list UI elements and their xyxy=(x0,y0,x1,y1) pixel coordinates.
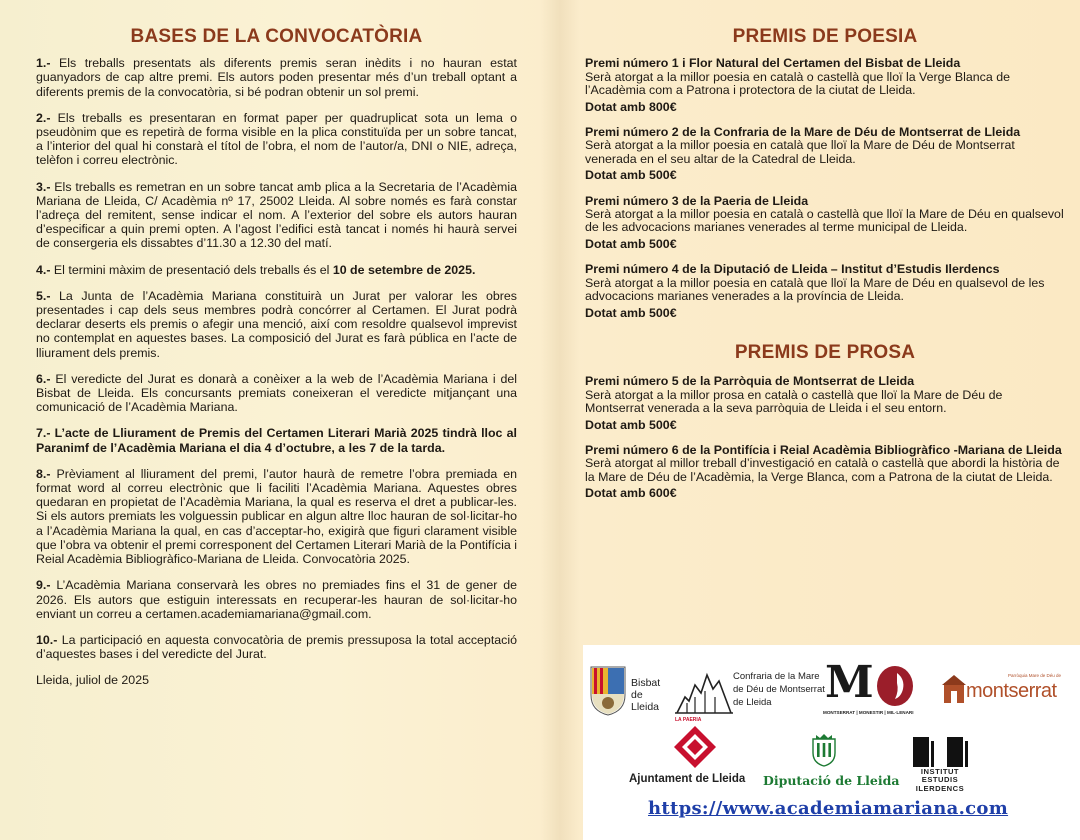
prize-description: Serà atorgat a la millor poesia en català o castellà que lloï la Mare de Déu en qualsevol de les advocacions marianes venerades al terme municipal de Lleida. xyxy=(585,207,1064,235)
diputacio-lleida-logo xyxy=(761,733,900,789)
bases-item-5: 5.- La Junta de l’Acadèmia Mariana constituirà un Jurat per valorar les obres presentades i cap dels seus membres podrà concórrer al Certamen. El Jurat podrà declarar deserts els premis o afegir una menció, així com resoldre qualsevol imprevist no contemplat en aquestes bases. La composició del Jurat es farà pública en l’acte de lliurament dels premis. xyxy=(36,288,517,360)
montserrat-millenari-logo xyxy=(823,657,923,719)
premis-column xyxy=(585,26,1065,513)
prize-item xyxy=(585,57,1065,114)
paeria-emblem-icon xyxy=(673,725,717,769)
diputacio-shield-icon xyxy=(811,733,837,767)
iei-bars-icon xyxy=(901,737,981,767)
bases-item-3: 3.- Els treballs es remetran en un sobre tancat amb plica a la Secretaria de l’Acadèmia Mariana de Lleida, C/ Acadèmia nº 17, 25002 Lleida. Al sobre només es farà constar l’adreça del remitent, sense indicar el nom. A l’exterior del sobre els autors hauran d’especificar a quin premi opten. A l’agost l’edifici està tancat i només hi haurà servei de consergeria els dissabtes d’11.30 a 12.30 del matí. xyxy=(36,179,517,251)
bases-item-2: 2.- Els treballs es presentaran en format paper per quadruplicat sota un lema o pseudònim que es repetirà de forma visible en la plica constituïda per un sobre tancat, a l’interior del qual hi constarà el títol de l’obra, el nom de l’autor/a, DNI o NIE, adreça, telèfon i correu electrònic. xyxy=(36,110,517,168)
bases-item-9: 9.- L’Acadèmia Mariana conservarà les obres no premiades fins el 31 de gener de 2026. Els autors que estiguin interessats en recuperar-les hauran de sol·licitar-ho enviant un correu a certamen.academiamariana@gmail.com. xyxy=(36,578,517,621)
bases-item-6: 6.- El veredicte del Jurat es donarà a conèixer a la web de l’Acadèmia Mariana i del Bisbat de Lleida. Els concursants premiats coneixeran el veredicte mitjançant una comunicació de l’Acadèmia Mariana. xyxy=(36,371,517,415)
prize-description: Serà atorgat a la millor prosa en català o castellà que lloï la Mare de Déu de Montserrat venerada a la seva parròquia de Lleida i el seu entorn. xyxy=(585,387,1003,416)
bases-item-4: 4.- El termini màxim de presentació dels treballs és el 10 de setembre de 2025. xyxy=(36,262,476,277)
confraria-text: Confraria de la Mare de Déu de Montserrat de Lleida xyxy=(733,671,825,708)
bases-column xyxy=(36,26,517,700)
prize-title: Premi número 3 de la Paeria de Lleida xyxy=(585,193,809,208)
prize-title: Premi número 4 de la Diputació de Lleida – Institut d’Estudis Ilerdencs xyxy=(585,262,1000,277)
prize-item xyxy=(585,126,1065,183)
bases-item-8: 8.- Prèviament al lliurament del premi, l’autor haurà de remetre l’obra premiada en format word al correu electrònic que li faciliti l’Acadèmia Mariana. Aquestes obres quedaran en propietat de l’Acadèmia Mariana, la qual es reserva el dret a publicar-les. Si els autors premiats les volguessin publicar en algun altre lloc hauran de sol·licitar-ho a l’Acadèmia Mariana la qual, en cas d’acceptar-ho, exigirà que figuri clarament visible que l’obra va obtenir el premi corresponent del Certamen Literari Marià de la Pontifícia i Reial Acadèmia Bibliogràfico-Mariana de Lleida. Convocatòria 2025. xyxy=(36,466,517,567)
iei-text: INSTITUT ESTUDIS ILERDENCS xyxy=(915,767,965,793)
prize-description: Serà atorgat a la millor poesia en català que lloï la Mare de Déu en qualsevol de les advocacions marianes venerades a la província de Lleida. xyxy=(585,275,1045,304)
prize-item xyxy=(585,263,1065,320)
montserrat-mountain-icon xyxy=(675,667,733,715)
bisbat-logo xyxy=(589,665,669,720)
prize-title: Premi número 2 de la Confraria de la Mare de Déu de Montserrat de Lleida xyxy=(585,125,1021,140)
parroquia-montserrat-logo xyxy=(938,669,1063,713)
prize-amount: Dotat amb 500€ xyxy=(585,236,677,251)
paeria-top-text: LA PAERIA xyxy=(675,717,702,723)
virgin-profile-icon xyxy=(875,665,915,707)
prize-item xyxy=(585,195,1065,252)
prize-amount: Dotat amb 500€ xyxy=(585,305,677,320)
montserrat-small-text: Parròquia Mare de Déu de xyxy=(1008,673,1062,678)
bases-item-7: 7.- L’acte de Lliurament de Premis del Certamen Literari Marià 2025 tindrà lloc al Paranimf de l’Acadèmia Mariana el dia 4 d’octubre, a les 7 de la tarda. xyxy=(36,426,517,455)
website-link[interactable]: https://www.academiamariana.com xyxy=(648,798,1009,819)
bisbat-shield-icon xyxy=(589,665,627,717)
prize-amount: Dotat amb 600€ xyxy=(585,486,677,501)
bases-item-1: 1.- Els treballs presentats als diferents premis seran inèdits i no hauran estat guanyadors de cap altre premi. Els autors poden presentar més d’un treball optant a diferents premis de la convocatòria, si bé podran obtenir un sol premi. xyxy=(36,56,517,99)
prize-title: Premi número 6 de la Pontifícia i Reial Acadèmia Bibliogràfico -Mariana de Lleida xyxy=(585,442,1062,457)
confraria-logo xyxy=(675,667,825,717)
prize-description: Serà atorgat a la millor poesia en català o castellà que lloï la Verge Blanca de l’Acadèmia com a Patrona i protectora de la ciutat de Lleida. xyxy=(585,69,1010,98)
prosa-title: PREMIS DE PROSA xyxy=(734,341,916,363)
institut-estudis-ilerdencs-logo xyxy=(901,737,991,797)
montserrat-mm-text: MONTSERRAT | MONESTIR | MIL·LENARI xyxy=(823,710,914,715)
ajuntament-lleida-logo xyxy=(627,717,767,789)
montserrat-m-icon: M xyxy=(825,657,874,708)
bases-item-10: 10.- La participació en aquesta convocatòria de premis pressuposa la total acceptació d’aquestes bases i del veredicte del Jurat. xyxy=(36,632,517,662)
church-icon xyxy=(940,673,968,703)
bases-title: BASES DE LA CONVOCATÒRIA xyxy=(130,26,423,47)
prize-description: Serà atorgat al millor treball d’investigació en català o castellà que abordi la història de la Mare de Déu de l’Acadèmia, la Verge Blanca, com a Patrona de la ciutat de Lleida. xyxy=(585,456,1060,484)
prize-title: Premi número 5 de la Parròquia de Montserrat de Lleida xyxy=(585,374,915,389)
prize-description: Serà atorgat a la millor poesia en català que lloï la Mare de Déu de Montserrat venerada en el seu altar de la Catedral de Lleida. xyxy=(585,138,1015,166)
bases-date: Lleida, juliol de 2025 xyxy=(36,673,149,688)
prize-item xyxy=(585,444,1065,501)
prize-amount: Dotat amb 800€ xyxy=(585,99,677,114)
diputacio-text: Diputació de Lleida xyxy=(763,773,900,788)
montserrat-word: montserrat xyxy=(966,680,1057,702)
prize-item xyxy=(585,375,1065,432)
poesia-title: PREMIS DE POESIA xyxy=(732,26,918,47)
prize-amount: Dotat amb 500€ xyxy=(585,417,677,432)
prize-title: Premi número 1 i Flor Natural del Certamen del Bisbat de Lleida xyxy=(585,56,961,71)
bisbat-text: Bisbat de Lleida xyxy=(631,677,661,713)
page-fold xyxy=(540,0,580,840)
ajuntament-text: Ajuntament de Lleida xyxy=(629,773,746,785)
prize-amount: Dotat amb 500€ xyxy=(585,168,677,183)
